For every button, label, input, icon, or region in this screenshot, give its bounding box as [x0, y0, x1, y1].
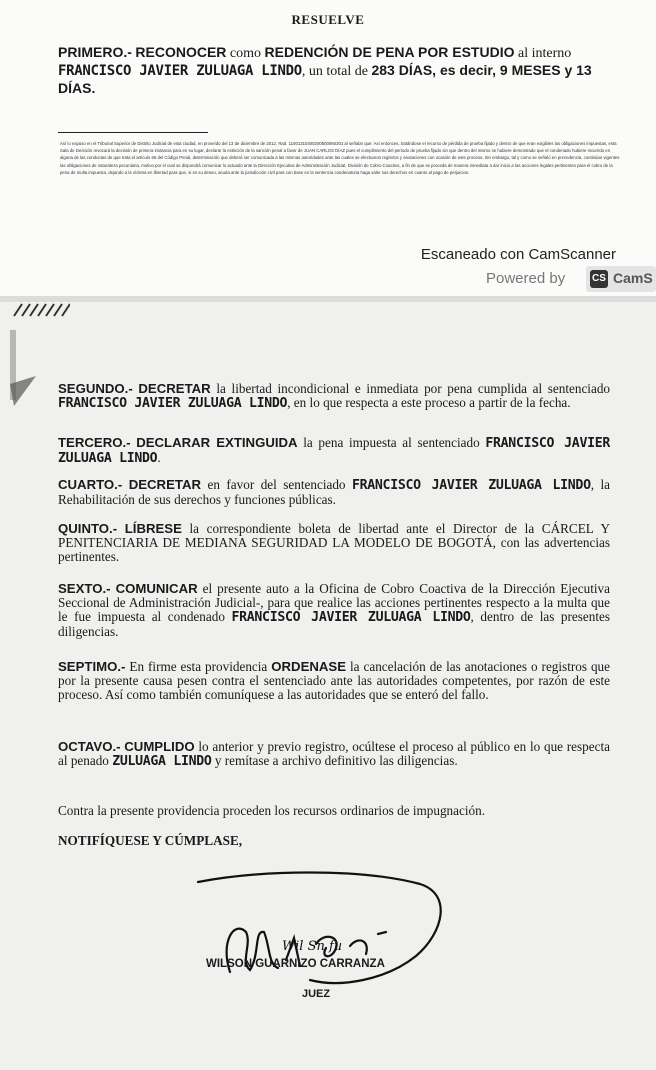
quinto-text-1: la correspondiente boleta de libertad ante el Director de la CÁRCEL Y PENITENCIARIA DE MEDIANA SEGURIDAD LA MODELO DE BOGOTÁ, con las advertencias pertinentes. [58, 521, 610, 564]
segundo-label: SEGUNDO.- [58, 381, 133, 396]
octavo-label: OCTAVO.- [58, 739, 121, 754]
sexto-name: FRANCISCO JAVIER ZULUAGA LINDO [231, 610, 471, 625]
footnote-text: Así lo expuso en el Tribunal Superior de Distrito Judicial de esta ciudad, en proveído del 13 de diciembre de 2012, Rad. 11001310400200500066301 al señalar que: Así entonces, tratándose el recurso de pérdida de prueba fijado y dentro de que eran exigibles las obligaciones impuestas, esta Sala de Decisión revocará la decisión de primera instancia para en su lugar, declarar la extinción de la sanción penal a favor de JUAN CARLOS DÍAZ pues el cumplimiento del período de prueba fijado sin que dentro del mismo se hubiere demostrado que el condenado hubiere incurrido en alguna de las conductas de que trata el artículo 65 del Código Penal, determinación que deberá ser comunicada a las mismas autoridades ante las cuales se efectuaron registros y anotaciones con ocasión de este proceso. Sin embargo, tal y como se señaló en precedencia, continúan vigentes las obligaciones de naturaleza pecuniaria, motivo por el cual se dispondrá comunicar lo actuado ante la Dirección Ejecutiva de Administración Judicial, División de Cobro Coactivo, a fin de que se proceda de manera inmediata a dar inicio a las acciones legales pertinentes para el cobro de la pena de multa impuesta, dejando a la víctima en libertad para que, si es su deseo, acuda ante la jurisdicción civil para con base en la sentencia condenatoria haga valer sus derechos en cuanto al pago de perjuicios. [60, 141, 620, 175]
segundo-name: FRANCISCO JAVIER ZULUAGA LINDO [58, 396, 288, 411]
octavo-verb: CUMPLIDO [124, 739, 195, 754]
primero-total: 283 DÍAS, es decir, 9 MESES y 13 DÍAS. [58, 62, 592, 96]
paragraph-segundo [58, 382, 610, 411]
primero-text-3: , un total de [301, 64, 372, 79]
signer-name: WILSON GUARNIZO CARRANZA [206, 958, 385, 970]
signature-handwriting: Wil Sn fu [282, 939, 343, 954]
cuarto-name: FRANCISCO JAVIER ZULUAGA LINDO [352, 478, 591, 493]
paragraph-tercero [58, 436, 610, 466]
primero-verb: RECONOCER [135, 44, 227, 60]
tercero-name: FRANCISCO JAVIER ZULUAGA LINDO [58, 436, 610, 466]
sexto-text-2: , dentro de las presentes diligencias. [58, 609, 610, 639]
tercero-verb: DECLARAR EXTINGUIDA [136, 435, 298, 450]
tercero-label: TERCERO.- [58, 435, 131, 450]
segundo-text-1: la libertad incondicional e inmediata por pena cumplida al sentenciado [210, 381, 611, 396]
powered-by-label: Powered by [486, 270, 566, 287]
primero-concept: REDENCIÓN DE PENA POR ESTUDIO [264, 44, 515, 60]
signer-role: JUEZ [302, 988, 331, 1000]
sexto-verb: COMUNICAR [115, 581, 198, 596]
footnote-divider [58, 132, 208, 133]
camscanner-logo-icon: CS [590, 270, 608, 288]
signature-scribble-icon [190, 862, 480, 1002]
scan-page-1 [0, 0, 656, 296]
tercero-text-1: la pena impuesta al sentenciado [297, 435, 486, 450]
septimo-verb: ORDENASE [271, 659, 347, 674]
paragraph-octavo [58, 740, 610, 769]
paragraph-septimo [58, 660, 610, 702]
resolve-heading: RESUELVE [291, 12, 365, 27]
quinto-verb: LÍBRESE [124, 521, 182, 536]
octavo-text-2: y remítase a archivo definitivo las diligencias. [211, 753, 458, 768]
quinto-label: QUINTO.- [58, 521, 118, 536]
septimo-label: SEPTIMO.- [58, 659, 126, 674]
cuarto-verb: DECRETAR [128, 477, 202, 492]
septimo-text-2: la cancelación de las anotaciones o registros que por la presente causa pesen contra el sentenciado ante las autoridades competentes, por razón de este proceso. Así como también comuníquese a las autoridades que se enteró del fallo. [58, 659, 610, 702]
primero-text-2: al interno [514, 46, 572, 61]
camscanner-label: Escaneado con CamScanner [420, 246, 616, 263]
paragraph-cuarto [58, 478, 610, 507]
sexto-text-1: el presente auto a la Oficina de Cobro Coactiva de la Dirección Ejecutiva Seccional de Administración Judicial-, para que realice las acciones pertinentes respecto a la multa que le fue impuesta al condenado [58, 581, 611, 624]
sexto-label: SEXTO.- [58, 581, 111, 596]
cuarto-text-1: en favor del sentenciado [201, 477, 352, 492]
camscanner-logo-text: CamS [613, 270, 653, 286]
primero-text-1: como [226, 46, 265, 61]
cuarto-text-2: , la Rehabilitación de sus derechos y funciones públicas. [58, 477, 611, 507]
segundo-text-2: , en lo que respecta a este proceso a partir de la fecha. [287, 395, 571, 410]
octavo-text-1: lo anterior y previo registro, ocúltese el proceso al público en lo que respecta al penado [58, 739, 610, 768]
cuarto-label: CUARTO.- [58, 477, 123, 492]
primero-name: FRANCISCO JAVIER ZULUAGA LINDO [58, 63, 302, 79]
septimo-text-1: En firme esta providencia [125, 659, 272, 674]
closing-formula: NOTIFÍQUESE Y CÚMPLASE, [58, 833, 243, 848]
scan-page-2 [0, 302, 656, 1070]
paragraph-primero [58, 44, 618, 98]
paragraph-sexto [58, 582, 610, 639]
octavo-name: ZULUAGA LINDO [112, 754, 212, 769]
paragraph-recursos: Contra la presente providencia proceden los recursos ordinarios de impugnación. [58, 803, 485, 818]
primero-label: PRIMERO.- [58, 44, 132, 60]
segundo-verb: DECRETAR [138, 381, 211, 396]
paragraph-quinto [58, 522, 610, 564]
tercero-text-2: . [157, 450, 161, 465]
camscanner-logo [586, 266, 656, 292]
